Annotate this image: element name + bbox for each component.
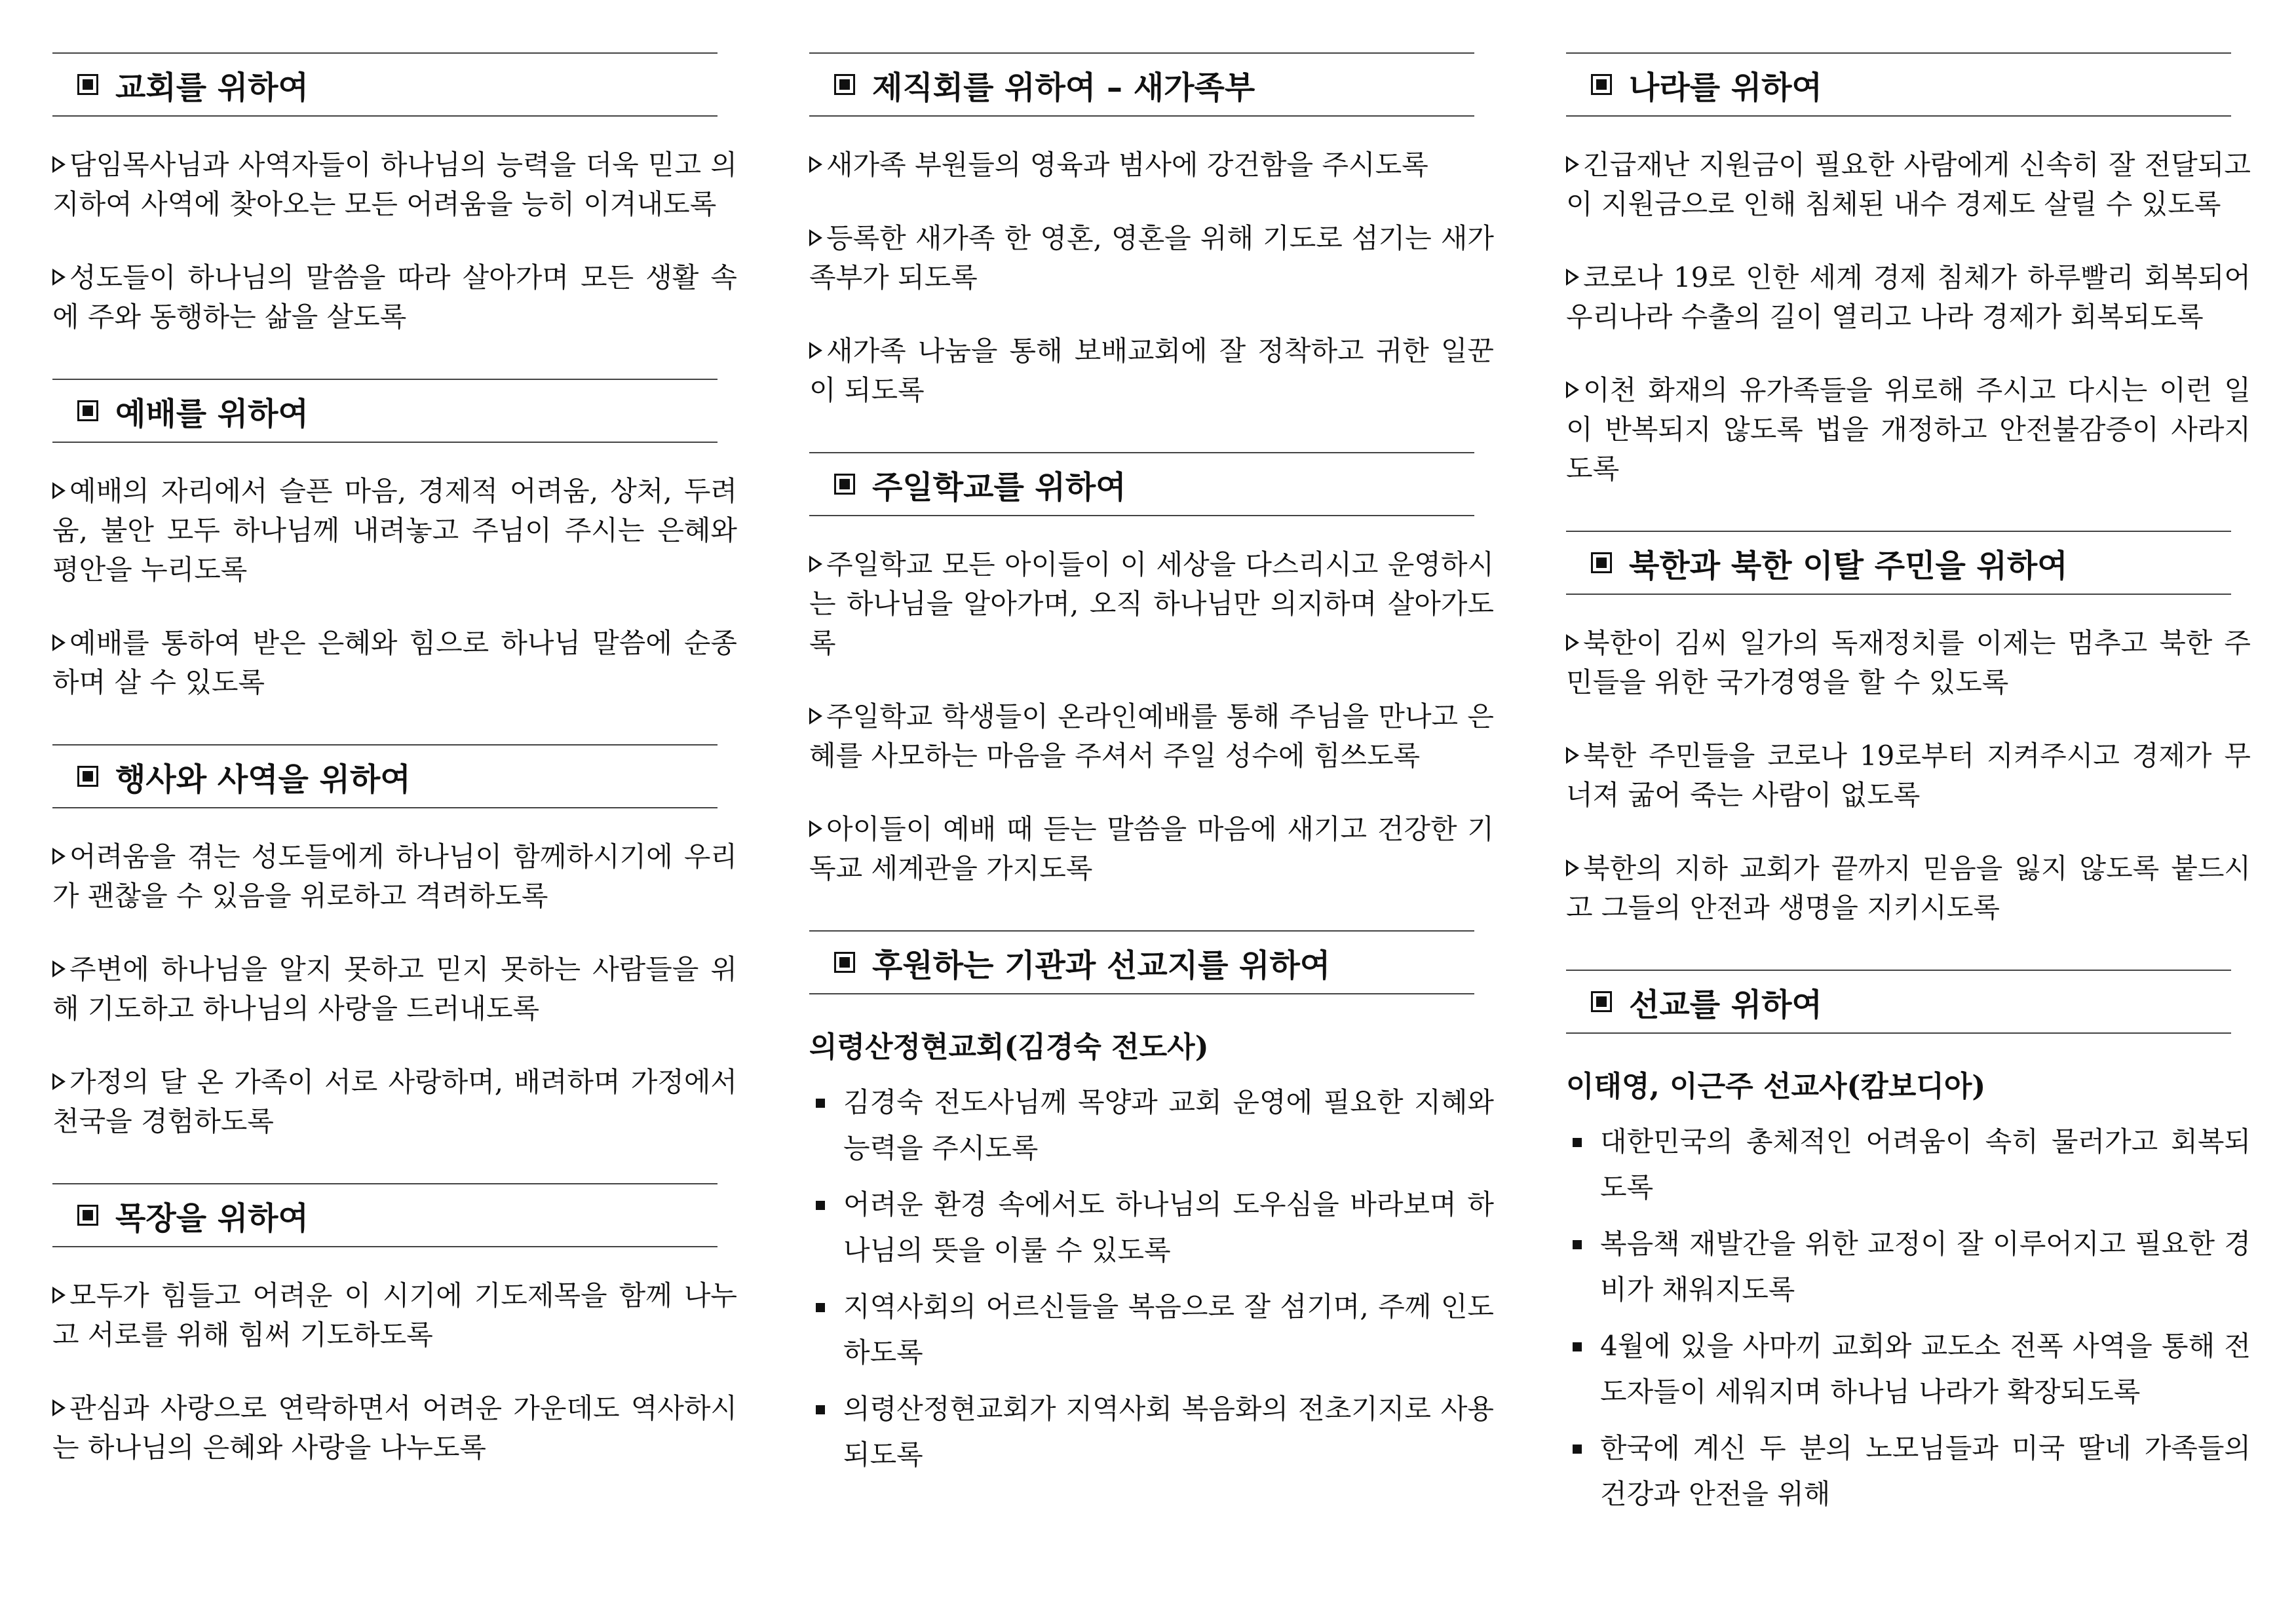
square-bullet-icon xyxy=(834,74,855,95)
section-north-korea xyxy=(1566,531,2251,928)
triangle-bullet-icon xyxy=(809,820,822,837)
list-item xyxy=(809,1284,1494,1376)
triangle-bullet-icon xyxy=(809,556,822,573)
prayer-item-text: 예배의 자리에서 슬픈 마음, 경제적 어려움, 상처, 두려움, 불안 모두 하나님께 내려놓고 주님이 주시는 은혜와 평안을 누리도록 xyxy=(52,475,737,586)
square-bullet-icon xyxy=(77,74,98,95)
prayer-item xyxy=(809,219,1494,297)
triangle-bullet-icon xyxy=(1566,747,1579,764)
list-item xyxy=(809,1182,1494,1274)
list-item-text: 한국에 계신 두 분의 노모님들과 미국 딸네 가족들의 건강과 안전을 위해 xyxy=(1600,1432,2251,1510)
list-item xyxy=(809,1386,1494,1478)
triangle-bullet-icon xyxy=(809,156,822,173)
section-supported-missions xyxy=(809,930,1494,1478)
section-heading xyxy=(1566,52,2231,117)
prayer-item-text: 북한이 김씨 일가의 독재정치를 이제는 멈추고 북한 주민들을 위한 국가경영을 할 수 있도록 xyxy=(1566,627,2251,698)
section-events-ministry xyxy=(52,744,737,1141)
triangle-bullet-icon xyxy=(52,1399,66,1416)
square-bullet-icon xyxy=(816,1201,825,1210)
prayer-item xyxy=(809,145,1494,185)
square-bullet-icon xyxy=(816,1303,825,1312)
section-nation xyxy=(1566,52,2251,489)
prayer-item-text: 새가족 부원들의 영육과 범사에 강건함을 주시도록 xyxy=(826,149,1428,181)
list-item-text: 4월에 있을 사마끼 교회와 교도소 전폭 사역을 통해 전도자들이 세워지며 하나님 나라가 확장되도록 xyxy=(1600,1330,2251,1408)
prayer-item xyxy=(52,472,737,590)
square-bullet-icon xyxy=(1573,1138,1582,1147)
triangle-bullet-icon xyxy=(52,634,66,651)
prayer-item-text: 관심과 사랑으로 연락하면서 어려운 가운데도 역사하시는 하나님의 은혜와 사랑을 나누도록 xyxy=(52,1392,737,1463)
triangle-bullet-icon xyxy=(1566,156,1579,173)
section-sunday-school xyxy=(809,452,1494,888)
section-heading xyxy=(1566,970,2231,1034)
section-heading xyxy=(809,52,1474,117)
triangle-bullet-icon xyxy=(809,342,822,359)
right-column xyxy=(1566,52,2251,1559)
prayer-item-text: 주변에 하나님을 알지 못하고 믿지 못하는 사람들을 위해 기도하고 하나님의 사랑을 드러내도록 xyxy=(52,953,737,1025)
square-bullet-icon xyxy=(816,1099,825,1108)
square-bullet-icon xyxy=(834,952,855,973)
section-title: 후원하는 기관과 선교지를 위하여 xyxy=(872,947,1331,984)
prayer-item-text: 주일학교 학생들이 온라인예배를 통해 주님을 만나고 은혜를 사모하는 마음을 주셔서 주일 성수에 힘쓰도록 xyxy=(809,700,1494,772)
square-bullet-icon xyxy=(77,400,98,421)
list-item-text: 어려운 환경 속에서도 하나님의 도우심을 바라보며 하나님의 뜻을 이룰 수 있도록 xyxy=(843,1188,1494,1266)
section-small-group xyxy=(52,1183,737,1467)
prayer-item xyxy=(1566,371,2251,489)
prayer-item xyxy=(52,950,737,1029)
square-bullet-icon xyxy=(77,1205,98,1226)
triangle-bullet-icon xyxy=(52,960,66,977)
triangle-bullet-icon xyxy=(52,482,66,499)
prayer-item xyxy=(52,624,737,702)
prayer-item-text: 가정의 달 온 가족이 서로 사랑하며, 배려하며 가정에서 천국을 경험하도록 xyxy=(52,1066,737,1137)
prayer-item-text: 북한 주민들을 코로나 19로부터 지켜주시고 경제가 무너져 굶어 죽는 사람이 없도록 xyxy=(1566,740,2251,811)
section-title: 주일학교를 위하여 xyxy=(872,468,1126,506)
triangle-bullet-icon xyxy=(1566,859,1579,877)
prayer-item-text: 담임목사님과 사역자들이 하나님의 능력을 더욱 믿고 의지하여 사역에 찾아오는 모든 어려움을 능히 이겨내도록 xyxy=(52,149,737,220)
section-title: 예배를 위하여 xyxy=(115,395,309,432)
section-title: 제직회를 위하여 – 새가족부 xyxy=(872,69,1255,106)
prayer-item xyxy=(52,145,737,224)
section-title: 나라를 위하여 xyxy=(1629,69,1822,106)
prayer-item-text: 모두가 힘들고 어려운 이 시기에 기도제목을 함께 나누고 서로를 위해 힘써 기도하도록 xyxy=(52,1279,737,1351)
square-bullet-icon xyxy=(834,474,855,495)
prayer-item-text: 어려움을 겪는 성도들에게 하나님이 함께하시기에 우리가 괜찮을 수 있음을 위로하고 격려하도록 xyxy=(52,840,737,912)
mission-subheading: 의령산정현교회(김경숙 전도사) xyxy=(809,1030,1209,1064)
prayer-item-text: 긴급재난 지원금이 필요한 사람에게 신속히 잘 전달되고 이 지원금으로 인해 침체된 내수 경제도 살릴 수 있도록 xyxy=(1566,149,2251,220)
square-bullet-icon xyxy=(1573,1240,1582,1249)
prayer-item xyxy=(52,837,737,916)
triangle-bullet-icon xyxy=(1566,381,1579,398)
square-bullet-icon xyxy=(1573,1445,1582,1454)
prayer-item-text: 성도들이 하나님의 말씀을 따라 살아가며 모든 생활 속에 주와 동행하는 삶을 살도록 xyxy=(52,261,737,333)
prayer-item xyxy=(1566,145,2251,224)
triangle-bullet-icon xyxy=(52,269,66,286)
triangle-bullet-icon xyxy=(52,1073,66,1090)
prayer-item xyxy=(1566,624,2251,702)
square-bullet-icon xyxy=(1591,552,1612,573)
section-title: 행사와 사역을 위하여 xyxy=(115,761,411,798)
prayer-item-text: 주일학교 모든 아이들이 이 세상을 다스리시고 운영하시는 하나님을 알아가며, 오직 하나님만 의지하며 살아가도록 xyxy=(809,548,1494,659)
list-item-text: 의령산정현교회가 지역사회 복음화의 전초기지로 사용되도록 xyxy=(843,1393,1494,1471)
section-heading xyxy=(52,744,718,808)
prayer-item-text: 등록한 새가족 한 영혼, 영혼을 위해 기도로 섬기는 새가족부가 되도록 xyxy=(809,222,1494,293)
prayer-item-text: 북한의 지하 교회가 끝까지 믿음을 잃지 않도록 붙드시고 그들의 안전과 생명을 지키시도록 xyxy=(1566,852,2251,924)
prayer-item-text: 코로나 19로 인한 세계 경제 침체가 하루빨리 회복되어 우리나라 수출의 길이 열리고 나라 경제가 회복되도록 xyxy=(1566,261,2251,333)
triangle-bullet-icon xyxy=(52,848,66,865)
square-bullet-icon xyxy=(1573,1342,1582,1351)
section-church xyxy=(52,52,737,337)
list-item-text: 지역사회의 어르신들을 복음으로 잘 섬기며, 주께 인도하도록 xyxy=(843,1291,1494,1369)
section-title: 목장을 위하여 xyxy=(115,1199,309,1237)
section-heading xyxy=(52,1183,718,1247)
prayer-item xyxy=(52,1389,737,1467)
list-item xyxy=(1566,1426,2251,1517)
triangle-bullet-icon xyxy=(809,708,822,725)
prayer-item-text: 새가족 나눔을 통해 보배교회에 잘 정착하고 귀한 일꾼이 되도록 xyxy=(809,335,1494,406)
square-bullet-icon xyxy=(1591,991,1612,1012)
triangle-bullet-icon xyxy=(52,156,66,173)
triangle-bullet-icon xyxy=(1566,269,1579,286)
prayer-item xyxy=(809,697,1494,776)
section-heading xyxy=(52,52,718,117)
list-item xyxy=(809,1080,1494,1171)
section-title: 교회를 위하여 xyxy=(115,69,309,106)
section-title: 선교를 위하여 xyxy=(1629,986,1822,1023)
list-item-text: 대한민국의 총체적인 어려움이 속히 물러가고 회복되도록 xyxy=(1600,1125,2251,1203)
list-item xyxy=(1566,1221,2251,1313)
triangle-bullet-icon xyxy=(809,229,822,246)
section-heading xyxy=(52,379,718,443)
prayer-item xyxy=(52,1063,737,1141)
middle-column xyxy=(809,52,1494,1520)
section-heading xyxy=(809,930,1474,994)
prayer-item xyxy=(809,810,1494,888)
prayer-item xyxy=(52,258,737,337)
prayer-item-text: 이천 화재의 유가족들을 위로해 주시고 다시는 이런 일이 반복되지 않도록 법을 개정하고 안전불감증이 사라지도록 xyxy=(1566,374,2251,485)
prayer-item xyxy=(52,1276,737,1355)
prayer-item xyxy=(1566,736,2251,815)
square-bullet-icon xyxy=(1591,74,1612,95)
section-worship xyxy=(52,379,737,702)
prayer-item xyxy=(1566,849,2251,928)
left-column xyxy=(52,52,737,1509)
list-item-text: 복음책 재발간을 위한 교정이 잘 이루어지고 필요한 경비가 채워지도록 xyxy=(1600,1228,2251,1306)
section-heading xyxy=(809,452,1474,516)
square-bullet-icon xyxy=(816,1405,825,1414)
prayer-item xyxy=(1566,258,2251,337)
section-title: 북한과 북한 이탈 주민을 위하여 xyxy=(1629,547,2068,584)
list-item xyxy=(1566,1119,2251,1211)
prayer-item xyxy=(809,331,1494,410)
section-heading xyxy=(1566,531,2231,595)
prayer-item xyxy=(809,545,1494,663)
prayer-item-text: 아이들이 예배 때 듣는 말씀을 마음에 새기고 건강한 기독교 세계관을 가지도록 xyxy=(809,813,1494,884)
section-deacons-newcomers xyxy=(809,52,1494,410)
triangle-bullet-icon xyxy=(1566,634,1579,651)
triangle-bullet-icon xyxy=(52,1287,66,1304)
mission-subheading: 이태영, 이근주 선교사(캄보디아) xyxy=(1566,1070,1986,1103)
square-bullet-icon xyxy=(77,766,98,787)
prayer-item-text: 예배를 통하여 받은 은혜와 힘으로 하나님 말씀에 순종하며 살 수 있도록 xyxy=(52,627,737,698)
section-missions xyxy=(1566,970,2251,1517)
list-item-text: 김경숙 전도사님께 목양과 교회 운영에 필요한 지혜와 능력을 주시도록 xyxy=(843,1086,1494,1164)
list-item xyxy=(1566,1323,2251,1415)
